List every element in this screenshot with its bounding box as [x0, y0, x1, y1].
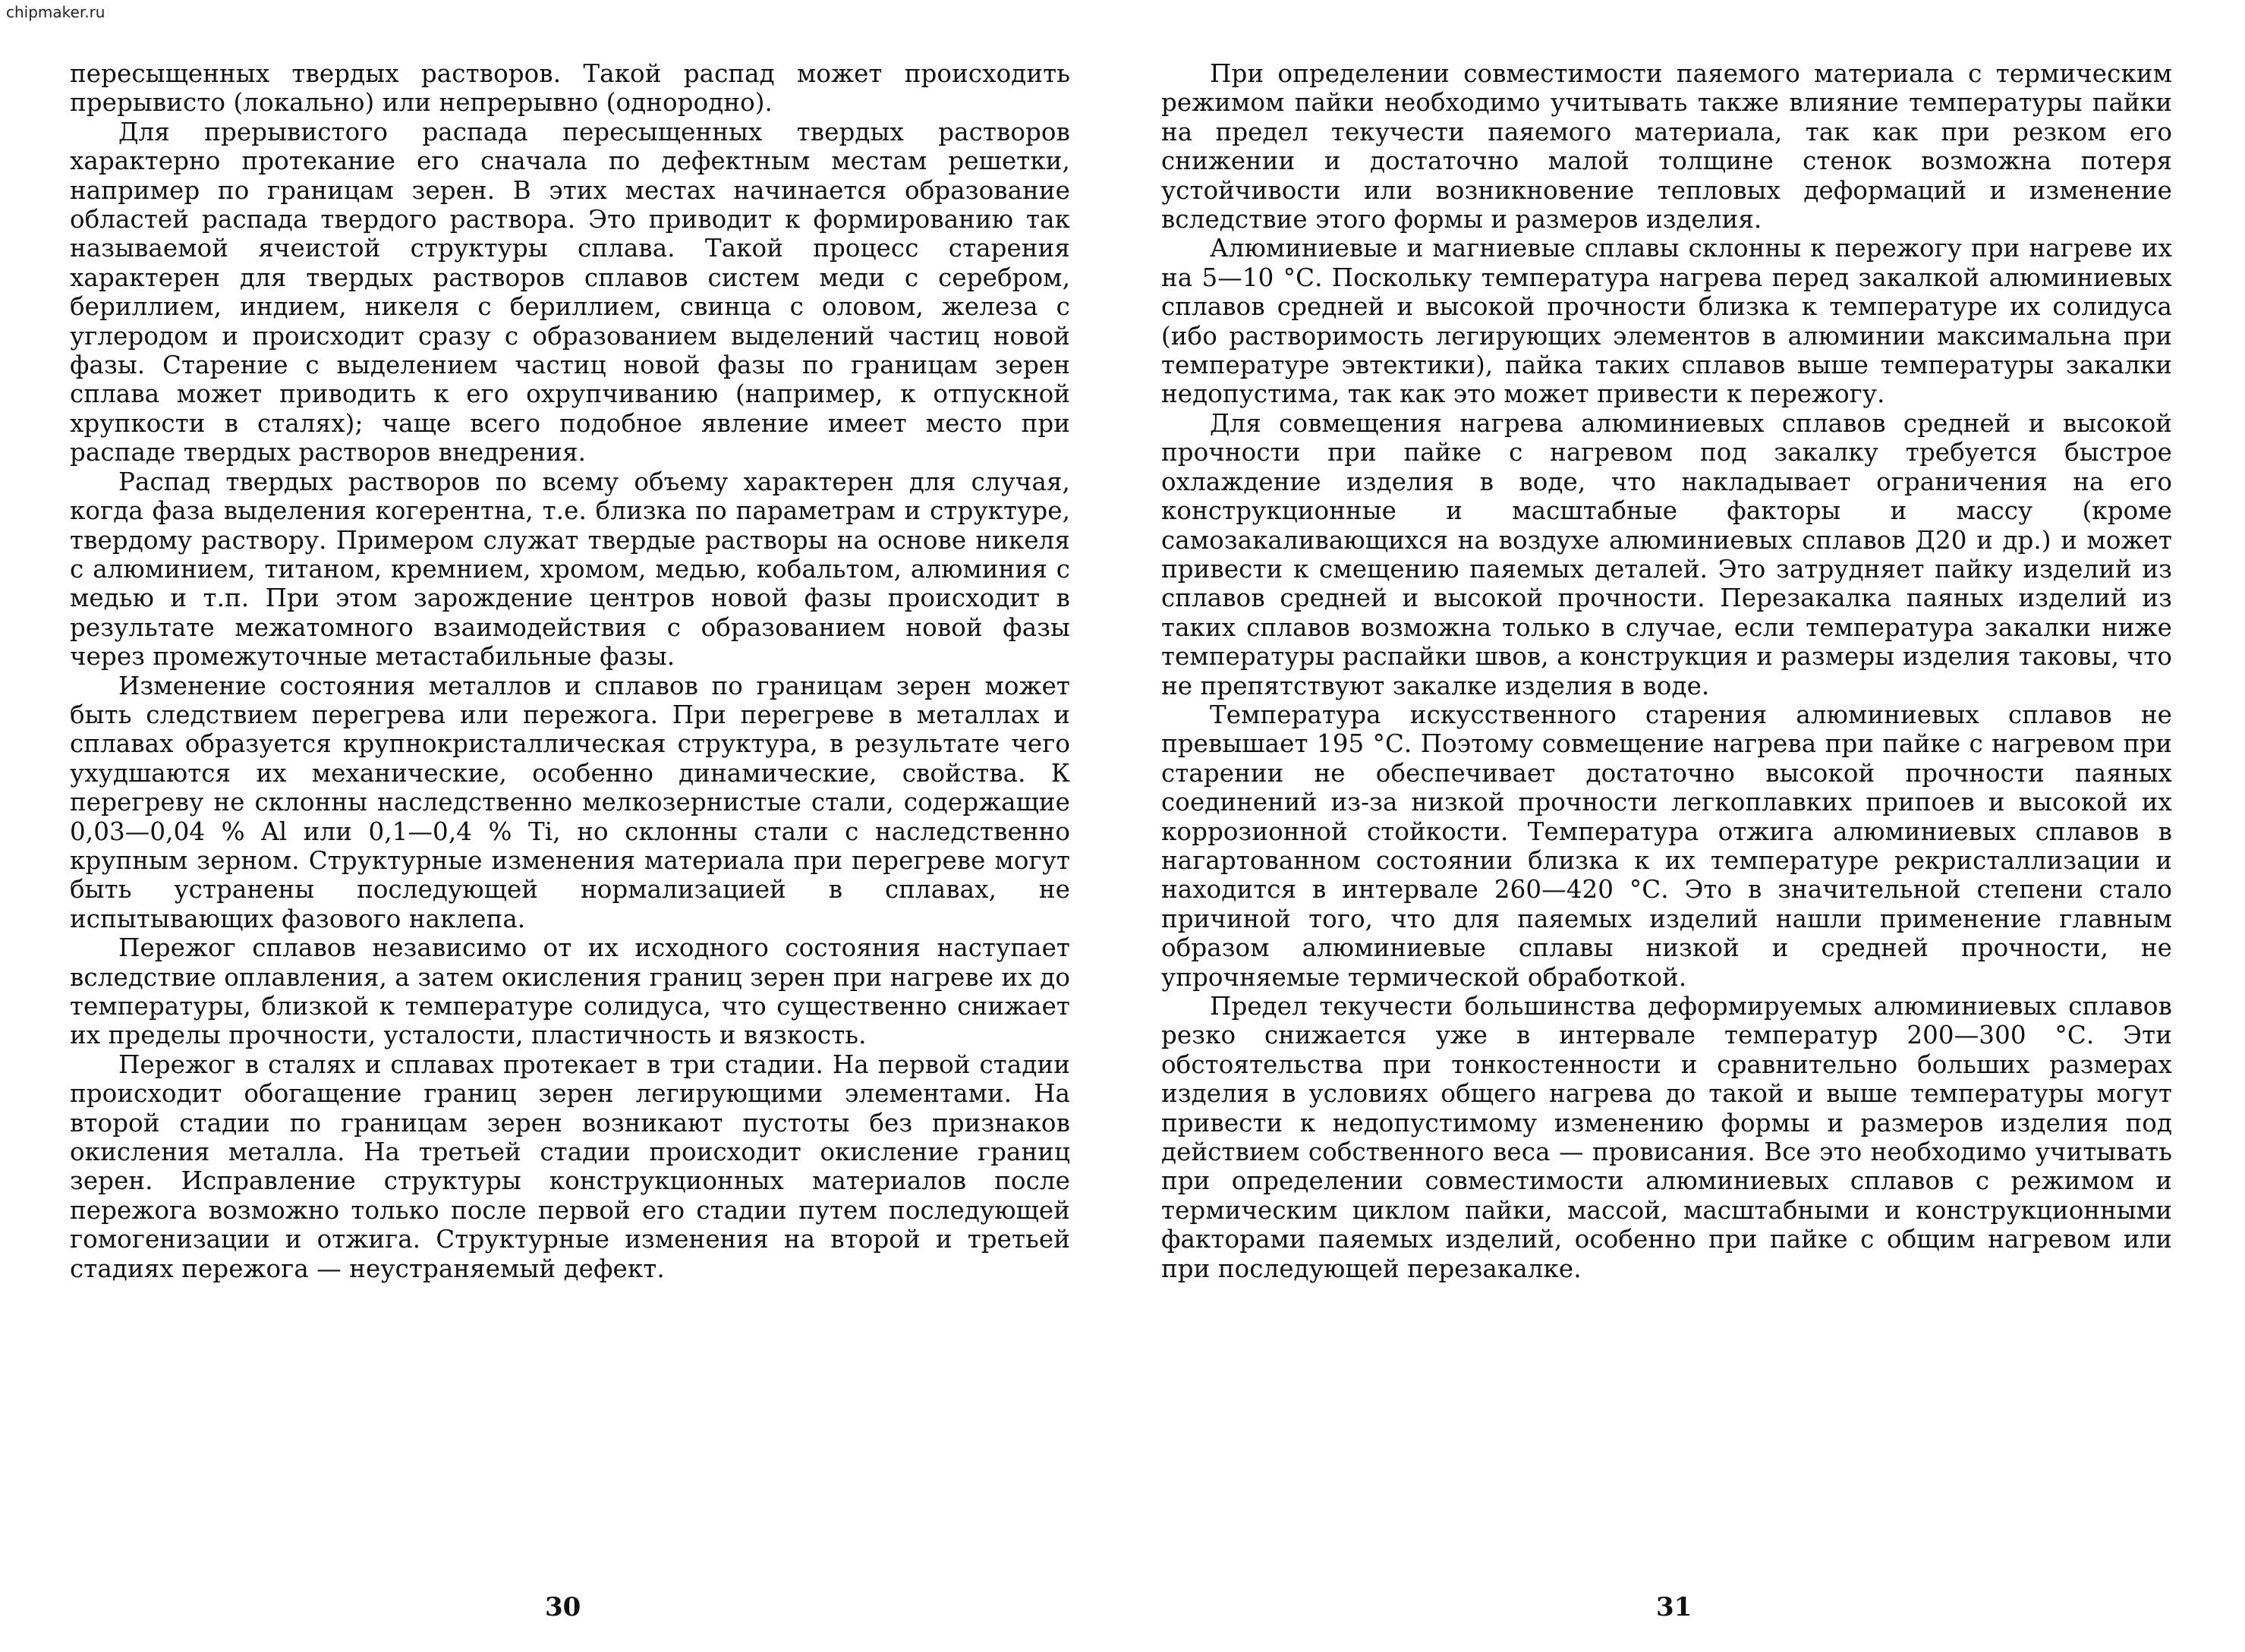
- right-page-number: 31: [1656, 1592, 1692, 1622]
- left-paragraph-2: Для прерывистого распада пересыщенных твердых растворов характерно протекание его сначала по дефектным местам решетки, например по границам зерен. В этих местах начинается образование областей распада твердого раствора. Это приводит к формированию так называемой ячеистой структуры сплава. Такой процесс старения характерен для твердых растворов сплавов систем меди с серебром, бериллием, индием, никеля с бериллием, свинца с оловом, железа с углеродом и происходит сразу с образованием выделений частиц новой фазы. Старение с выделением частиц новой фазы по границам зерен сплава может приводить к его охрупчиванию (например, к отпускной хрупкости в сталях); чаще всего подобное явление имеет место при распаде твердых растворов внедрения.: [70, 117, 1070, 467]
- right-paragraph-2: Алюминиевые и магниевые сплавы склонны к пережогу при нагреве их на 5—10 °С. Поскольку температура нагрева перед закалкой алюминиевых сплавов средней и высокой прочности близка к температуре их солидуса (ибо растворимость легирующих элементов в алюминии максимальна при температуре эвтектики), пайка таких сплавов выше температуры закалки недопустима, так как это может привести к пережогу.: [1161, 234, 2172, 409]
- left-paragraph-5: Пережог сплавов независимо от их исходного состояния наступает вследствие оплавления, а затем окисления границ зерен при нагреве их до температуры, близкой к температуре солидуса, что существенно снижает их пределы прочности, усталости, пластичность и вязкость.: [70, 933, 1070, 1050]
- left-paragraph-6: Пережог в сталях и сплавах протекает в три стадии. На первой стадии происходит обогащение границ зерен легирующими элементами. На второй стадии по границам зерен возникают пустоты без признаков окисления металла. На третьей стадии происходит окисление границ зерен. Исправление структуры конструкционных материалов после пережога возможно только после первой его стадии путем последующей гомогенизации и отжига. Структурные изменения на второй и третьей стадиях пережога — неустраняемый дефект.: [70, 1049, 1070, 1283]
- left-paragraph-1: пересыщенных твердых растворов. Такой распад может происходить прерывисто (локально) или непрерывно (однородно).: [70, 59, 1070, 118]
- right-paragraph-5: Предел текучести большинства деформируемых алюминиевых сплавов резко снижается уже в интервале температур 200—300 °С. Эти обстоятельства при тонкостенности и сравнительно больших размерах изделия в условиях общего нагрева до такой и выше температуры могут привести к недопустимому изменению формы и размеров изделия под действием собственного веса — провисания. Все это необходимо учитывать при определении совместимости алюминиевых сплавов с режимом и термическим циклом пайки, массой, масштабными и конструкционными факторами паяемых изделий, особенно при пайке с общим нагревом или при последующей перезакалке.: [1161, 992, 2172, 1283]
- right-paragraph-3: Для совмещения нагрева алюминиевых сплавов средней и высокой прочности при пайке с нагревом под закалку требуется быстрое охлаждение изделия в воде, что накладывает ограничения на его конструкционные и масштабные факторы и массу (кроме самозакаливающихся на воздухе алюминиевых сплавов Д20 и др.) и может привести к смещению паяемых деталей. Это затрудняет пайку изделий из сплавов средней и высокой прочности. Перезакалка паяных изделий из таких сплавов возможна только в случае, если температура закалки ниже температуры распайки швов, а конструкция и размеры изделия таковы, что не препятствуют закалке изделия в воде.: [1161, 408, 2172, 700]
- right-paragraph-1: При определении совместимости паяемого материала с термическим режимом пайки необходимо учитывать также влияние температуры пайки на предел текучести паяемого материала, так как при резком его снижении и достаточно малой толщине стенок возможна потеря устойчивости или возникновение тепловых деформаций и изменение вследствие этого формы и размеров изделия.: [1161, 59, 2172, 234]
- left-page-number: 30: [545, 1592, 581, 1622]
- watermark-text: chipmaker.ru: [6, 3, 105, 21]
- right-paragraph-4: Температура искусственного старения алюминиевых сплавов не превышает 195 °С. Поэтому совмещение нагрева при пайке с нагревом при старении не обеспечивает достаточно высокой прочности паяных соединений из-за низкой прочности легкоплавких припоев и высокой их коррозионной стойкости. Температура отжига алюминиевых сплавов в нагартованном состоянии близка к их температуре рекристаллизации и находится в интервале 260—420 °С. Это в значительной степени стало причиной того, что для паяемых изделий нашли применение главным образом алюминиевые сплавы низкой и средней прочности, не упрочняемые термической обработкой.: [1161, 700, 2172, 992]
- right-page: [1161, 59, 2172, 1569]
- left-paragraph-4: Изменение состояния металлов и сплавов по границам зерен может быть следствием перегрева или пережога. При перегреве в металлах и сплавах образуется крупнокристаллическая структура, в результате чего ухудшаются их механические, особенно динамические, свойства. К перегреву не склонны наследственно мелкозернистые стали, содержащие 0,03—0,04 % Al или 0,1—0,4 % Ti, но склонны стали с наследственно крупным зерном. Структурные изменения материала при перегреве могут быть устранены последующей нормализацией в сплавах, не испытывающих фазового наклепа.: [70, 671, 1070, 933]
- left-page: [70, 59, 1070, 1569]
- left-paragraph-3: Распад твердых растворов по всему объему характерен для случая, когда фаза выделения когерентна, т.е. близка по параметрам и структуре, твердому раствору. Примером служат твердые растворы на основе никеля с алюминием, титаном, кремнием, хромом, медью, кобальтом, алюминия с медью и т.п. При этом зарождение центров новой фазы происходит в результате межатомного взаимодействия с образованием новой фазы через промежуточные метастабильные фазы.: [70, 467, 1070, 672]
